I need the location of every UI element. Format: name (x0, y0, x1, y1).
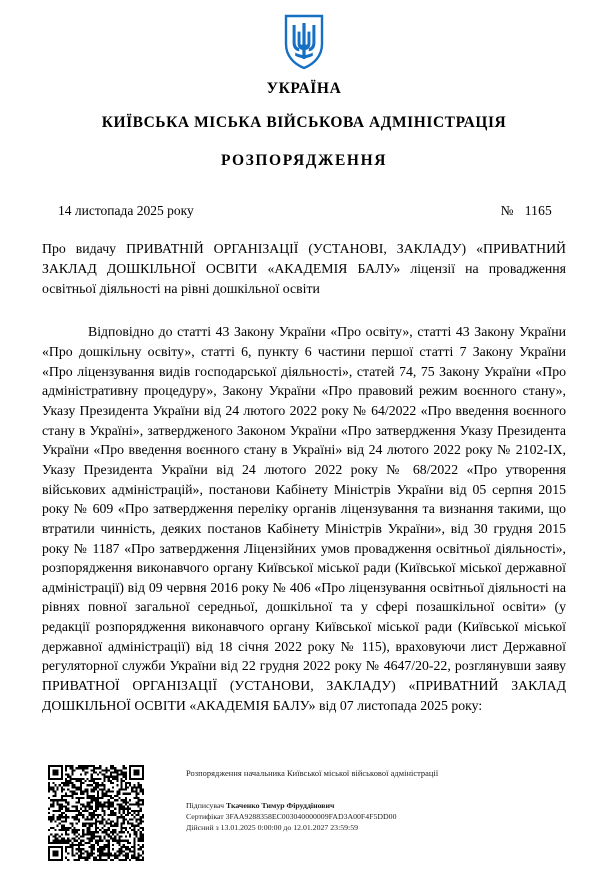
validity-line: Дійсний з 13.01.2025 0:00:00 до 12.01.2027 23:59:59 (186, 822, 358, 832)
qr-code-icon[interactable] (48, 765, 144, 861)
document-header (40, 80, 568, 169)
certificate-line (186, 812, 578, 823)
document-title: Про видачу ПРИВАТНІЙ ОРГАНІЗАЦІЇ (УСТАНОВІ, ЗАКЛАДУ) «ПРИВАТНИЙ ЗАКЛАД ДОШКІЛЬНОЇ ОСВІТИ «АКАДЕМІЯ БАЛУ» ліцензії на провадження освітньої діяльності на рівні дошкільної освіти (42, 241, 566, 296)
signature-block (186, 765, 578, 833)
certificate-label: Сертифікат (186, 811, 224, 821)
document-meta-row (40, 203, 568, 219)
number-symbol: № (500, 203, 514, 219)
ukraine-trident-coat-of-arms-icon (284, 14, 324, 70)
signer-label: Підписувач (186, 801, 225, 811)
country-title: УКРАЇНА (266, 80, 342, 97)
signature-footer (40, 765, 578, 861)
document-number-group (501, 203, 552, 219)
signer-name: Ткаченко Тимур Фіруддінович (225, 801, 335, 811)
document-number: 1165 (524, 203, 552, 219)
organization-title: КИЇВСЬКА МІСЬКА ВІЙСЬКОВА АДМІНІСТРАЦІЯ (101, 114, 507, 132)
emblem-container (40, 0, 568, 70)
document-date: 14 листопада 2025 року (58, 203, 194, 219)
signature-details (186, 801, 578, 833)
document-body-paragraph: Відповідно до статті 43 Закону України «Про освіту», статті 43 Закону України «Про дошкільну освіту», статті 6, пункту 6 частини першої статті 7 Закону України «Про ліцензування видів господарської діяльності», статей 74, 75 Закону України «Про адміністративну процедуру», Закону України «Про правовий режим воєнного стану», Указу Президента України від 24 лютого 2022 року № 64/2022 «Про введення воєнного стану в Україні», затвердженого Законом України «Про затвердження Указу Президента України «Про введення воєнного стану в Україні» від 24 лютого 2022 року № 2102-IX, Указу Президента України від 24 лютого 2022 року № 68/2022 «Про утворення військових адміністрацій», постанови Кабінету Міністрів України від 05 серпня 2015 року № 609 «Про затвердження переліку органів ліцензування та визнання такими, що втратили чинність, деяких постанов Кабінету Міністрів України», від 30 грудня 2015 року № 1187 «Про затвердження Ліцензійних умов провадження освітньої діяльності», розпорядження виконавчого органу Київської міської ради (Київської міської державної адміністрації) від 09 червня 2016 року № 406 «Про ліцензування освітньої діяльності на рівнях повної загальної середньої, дошкільної та у сфері позашкільної освіти» (у редакції розпорядження виконавчого органу Київської міської ради (Київської міської державної адміністрації) від 18 січня 2022 року № 115), враховуючи лист Державної регуляторної служби України від 22 грудня 2022 року № 4647/20-22, розглянувши заяву ПРИВАТНОЇ ОРГАНІЗАЦІЇ (УСТАНОВИ, ЗАКЛАДУ) «ПРИВАТНИЙ ЗАКЛАД ДОШКІЛЬНОЇ ОСВІТИ «АКАДЕМІЯ БАЛУ» від 07 листопада 2025 року: (42, 324, 566, 713)
certificate-value: 3FAA9288358EC003040000009FAD3A00F4F5DD00 (225, 811, 397, 821)
signer-line (186, 801, 578, 812)
document-type-title: РОЗПОРЯДЖЕННЯ (220, 152, 388, 170)
signature-caption: Розпорядження начальника Київської міської військової адміністрації (186, 769, 439, 778)
